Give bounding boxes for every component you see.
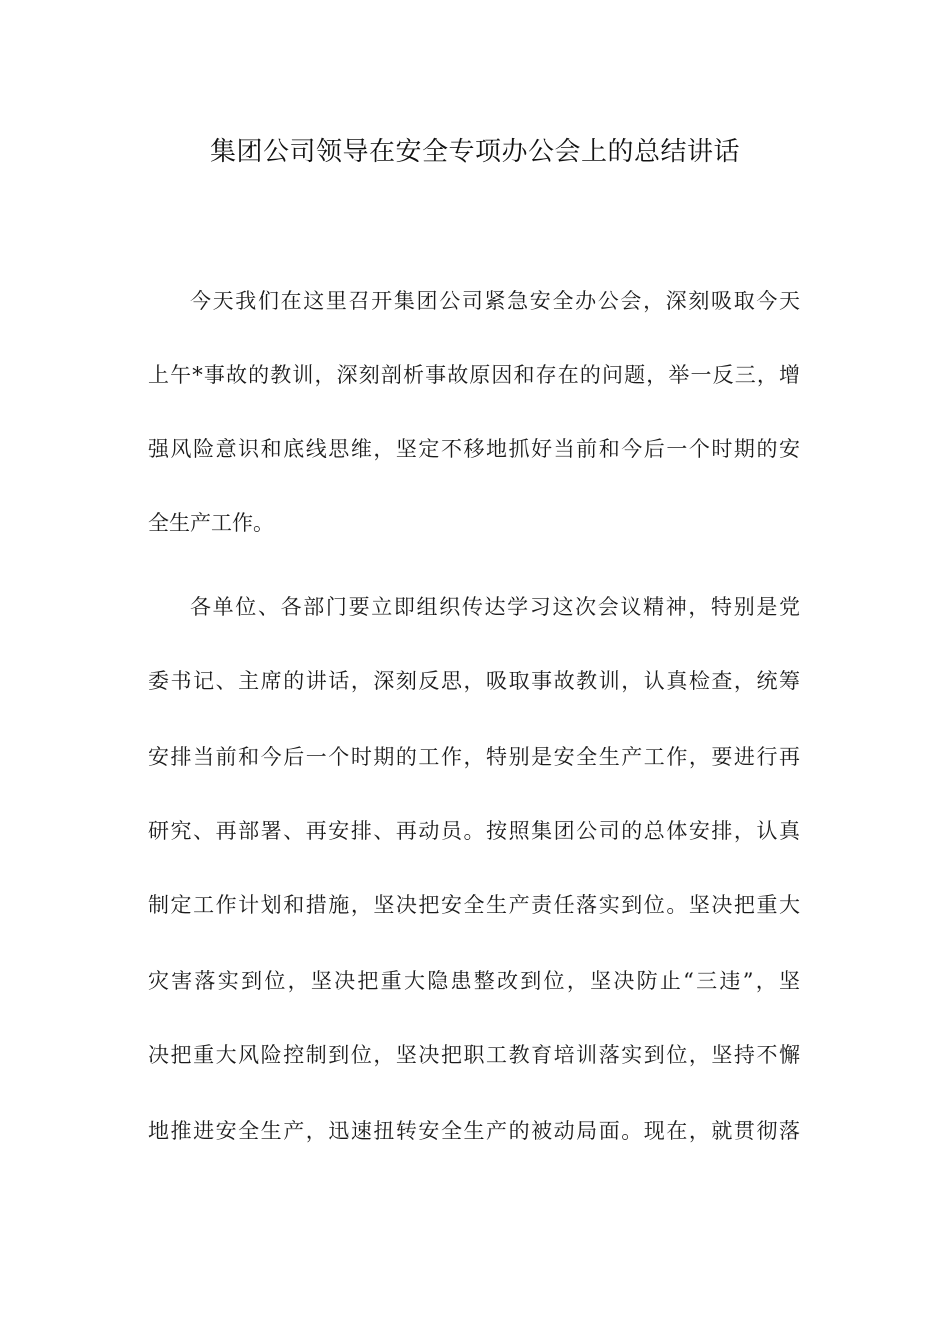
paragraph-2-line-4: 研究、再部署、再安排、再动员。按照集团公司的总体安排，认真 (148, 819, 800, 843)
paragraph-2-line-8: 地推进安全生产，迅速扭转安全生产的被动局面。现在，就贯彻落 (148, 1119, 800, 1143)
paragraph-1-line-3: 强风险意识和底线思维，坚定不移地抓好当前和今后一个时期的安 (148, 437, 800, 461)
paragraph-2-line-1: 各单位、各部门要立即组织传达学习这次会议精神，特别是党 (190, 595, 800, 619)
paragraph-2-line-3: 安排当前和今后一个时期的工作，特别是安全生产工作，要进行再 (148, 745, 800, 769)
paragraph-2-line-2: 委书记、主席的讲话，深刻反思，吸取事故教训，认真检查，统筹 (148, 669, 800, 693)
paragraph-2-line-6: 灾害落实到位，坚决把重大隐患整改到位，坚决防止“三违”，坚 (148, 969, 800, 993)
paragraph-1-line-4: 全生产工作。 (148, 511, 274, 535)
paragraph-1-line-2: 上午*事故的教训，深刻剖析事故原因和存在的问题，举一反三，增 (148, 363, 800, 387)
paragraph-2-line-5: 制定工作计划和措施，坚决把安全生产责任落实到位。坚决把重大 (148, 893, 800, 917)
paragraph-2-line-7: 决把重大风险控制到位，坚决把职工教育培训落实到位，坚持不懈 (148, 1043, 800, 1067)
paragraph-1-line-1: 今天我们在这里召开集团公司紧急安全办公会，深刻吸取今天 (190, 289, 800, 313)
document-title: 集团公司领导在安全专项办公会上的总结讲话 (209, 137, 740, 167)
